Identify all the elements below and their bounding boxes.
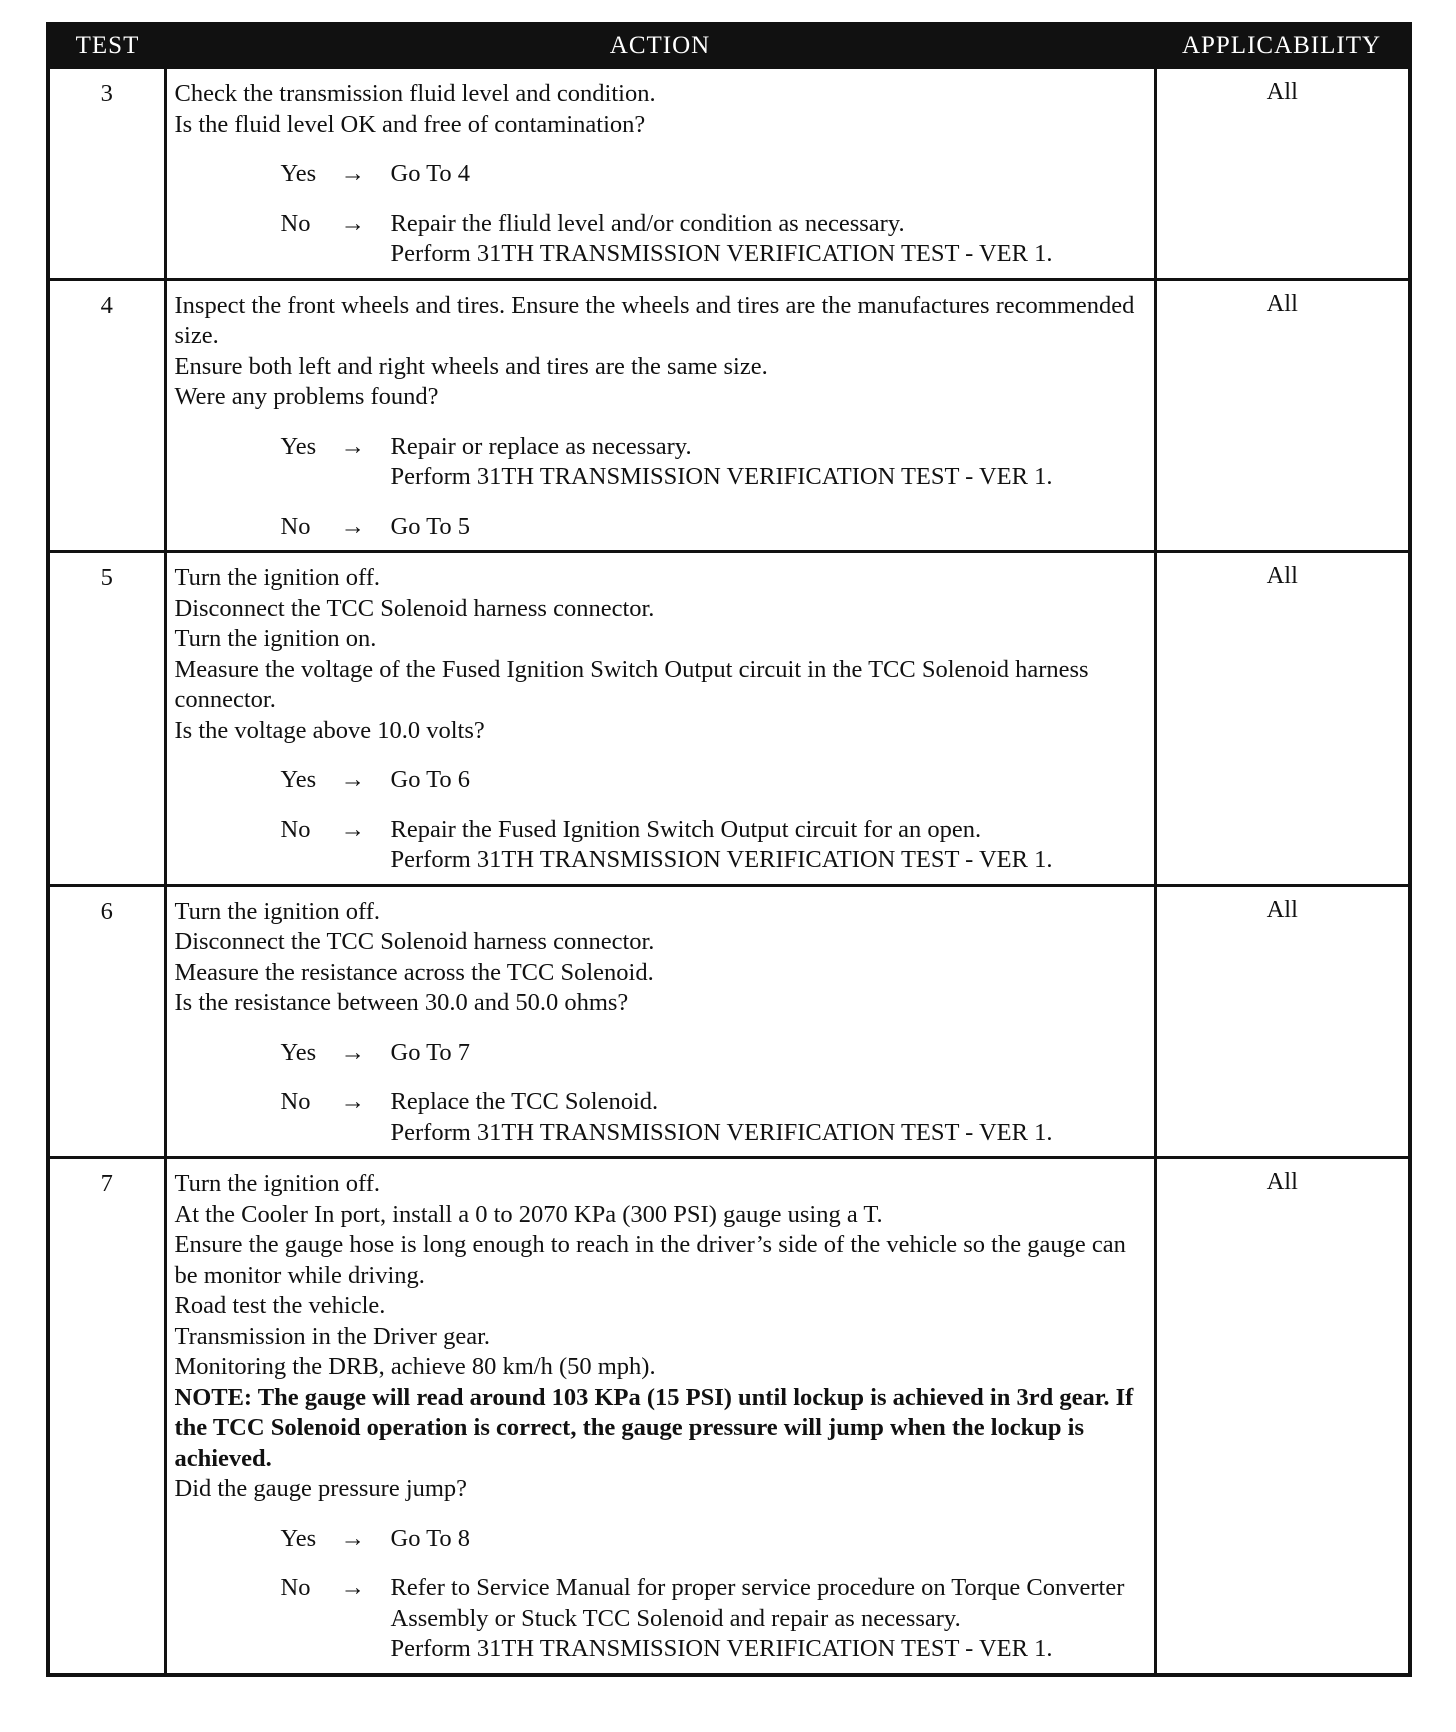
action-cell bbox=[165, 68, 1155, 280]
no-branch bbox=[175, 1087, 1150, 1148]
action-step: Turn the ignition off. bbox=[174, 564, 381, 591]
action-step: Turn the ignition off. bbox=[174, 1170, 381, 1197]
action-step: Turn the ignition on. bbox=[174, 625, 377, 652]
note-text: NOTE: The gauge will read around 103 KPa (15 PSI) until lockup is achieved in 3rd gear. If the TCC Solenoid operation is correct, the gauge pressure will jump when the lockup is achieved. bbox=[174, 1383, 1134, 1472]
arrow-right-icon: → bbox=[340, 1574, 365, 1601]
yes-result bbox=[391, 159, 1150, 190]
applicability-cell: All bbox=[1155, 552, 1410, 886]
no-label: No bbox=[280, 1574, 311, 1601]
arrow-right-icon: → bbox=[340, 160, 365, 187]
action-step: Is the resistance between 30.0 and 50.0 ohms? bbox=[174, 989, 629, 1016]
yes-result bbox=[391, 432, 1150, 493]
action-step: Check the transmission fluid level and condition. bbox=[174, 80, 656, 107]
header-applicability: APPLICABILITY bbox=[1155, 24, 1410, 68]
arrow-right-icon: → bbox=[340, 1088, 365, 1115]
action-step: At the Cooler In port, install a 0 to 2070 KPa (300 PSI) gauge using a T. bbox=[174, 1200, 883, 1228]
action-step: Disconnect the TCC Solenoid harness connector. bbox=[174, 928, 655, 955]
action-step: Did the gauge pressure jump? bbox=[174, 1475, 468, 1502]
result-line: Refer to Service Manual for proper service procedure on Torque Converter Assembly or Stuck TCC Solenoid and repair as necessary. bbox=[390, 1574, 1125, 1632]
result-line: Repair or replace as necessary. bbox=[390, 432, 692, 460]
action-step: Ensure the gauge hose is long enough to reach in the driver’s side of the vehicle so the gauge can be monitor while driving. bbox=[174, 1231, 1126, 1289]
table-row bbox=[48, 68, 1410, 280]
test-number: 5 bbox=[48, 552, 165, 886]
yes-branch bbox=[175, 432, 1150, 493]
table-header bbox=[48, 24, 1410, 68]
action-cell bbox=[165, 1158, 1155, 1675]
action-step: Turn the ignition off. bbox=[174, 897, 381, 925]
result-line: Perform 31TH TRANSMISSION VERIFICATION TEST - VER 1. bbox=[390, 240, 1053, 267]
yes-label: Yes bbox=[280, 1524, 317, 1552]
result-line: Repair the fliuld level and/or condition as necessary. bbox=[390, 209, 905, 237]
no-label: No bbox=[280, 1088, 311, 1115]
diagnostic-test-table bbox=[46, 22, 1412, 1677]
yes-branch bbox=[175, 1524, 1150, 1555]
action-cell bbox=[165, 552, 1155, 886]
applicability-cell: All bbox=[1155, 279, 1410, 552]
arrow-right-icon: → bbox=[340, 209, 365, 237]
arrow-right-icon: → bbox=[340, 432, 365, 460]
yes-result bbox=[391, 1524, 1150, 1555]
no-branch bbox=[175, 815, 1150, 876]
yes-branch bbox=[175, 765, 1150, 796]
result-line: Go To 6 bbox=[390, 766, 471, 793]
no-result bbox=[391, 815, 1150, 876]
arrow-right-icon: → bbox=[340, 1524, 365, 1552]
diagnostic-test-sheet bbox=[46, 22, 1408, 1677]
yes-result bbox=[391, 1038, 1150, 1069]
test-number: 7 bbox=[48, 1158, 165, 1675]
no-label: No bbox=[280, 512, 311, 540]
result-line: Go To 8 bbox=[390, 1524, 471, 1552]
action-step: Is the voltage above 10.0 volts? bbox=[174, 716, 485, 744]
no-result bbox=[391, 512, 1150, 543]
arrow-right-icon: → bbox=[340, 766, 365, 793]
yes-branch bbox=[175, 159, 1150, 190]
yes-label: Yes bbox=[280, 1038, 317, 1066]
header-test: TEST bbox=[48, 24, 165, 68]
action-step: Disconnect the TCC Solenoid harness connector. bbox=[174, 594, 655, 622]
action-step: Measure the resistance across the TCC Solenoid. bbox=[174, 958, 654, 986]
no-branch bbox=[175, 1573, 1150, 1665]
result-line: Perform 31TH TRANSMISSION VERIFICATION TEST - VER 1. bbox=[390, 1635, 1053, 1662]
action-step: Ensure both left and right wheels and tires are the same size. bbox=[174, 352, 768, 380]
action-step: Is the fluid level OK and free of contamination? bbox=[174, 110, 646, 138]
yes-label: Yes bbox=[280, 160, 317, 187]
header-action: ACTION bbox=[165, 24, 1155, 68]
arrow-right-icon: → bbox=[340, 815, 365, 843]
arrow-right-icon: → bbox=[340, 1038, 365, 1066]
result-line: Perform 31TH TRANSMISSION VERIFICATION TEST - VER 1. bbox=[390, 463, 1053, 490]
table-row bbox=[48, 1158, 1410, 1675]
action-step: Road test the vehicle. bbox=[174, 1292, 386, 1319]
arrow-right-icon: → bbox=[340, 512, 365, 540]
action-cell bbox=[165, 279, 1155, 552]
yes-result bbox=[391, 765, 1150, 796]
action-cell bbox=[165, 885, 1155, 1158]
no-label: No bbox=[280, 815, 311, 843]
table-row bbox=[48, 552, 1410, 886]
no-label: No bbox=[280, 209, 311, 237]
action-step: Measure the voltage of the Fused Ignition Switch Output circuit in the TCC Solenoid harness connector. bbox=[174, 655, 1089, 713]
test-number: 4 bbox=[48, 279, 165, 552]
no-result bbox=[391, 209, 1150, 270]
no-result bbox=[391, 1573, 1150, 1665]
yes-branch bbox=[175, 1038, 1150, 1069]
result-line: Replace the TCC Solenoid. bbox=[390, 1088, 659, 1115]
no-branch bbox=[175, 209, 1150, 270]
yes-label: Yes bbox=[280, 766, 317, 793]
yes-label: Yes bbox=[280, 432, 317, 460]
table-row bbox=[48, 885, 1410, 1158]
action-step: Inspect the front wheels and tires. Ensure the wheels and tires are the manufactures recommended size. bbox=[174, 291, 1135, 349]
no-result bbox=[391, 1087, 1150, 1148]
result-line: Perform 31TH TRANSMISSION VERIFICATION TEST - VER 1. bbox=[390, 846, 1053, 873]
action-step: Were any problems found? bbox=[174, 383, 439, 410]
applicability-cell: All bbox=[1155, 68, 1410, 280]
test-number: 6 bbox=[48, 885, 165, 1158]
no-branch bbox=[175, 512, 1150, 543]
action-step: Transmission in the Driver gear. bbox=[174, 1322, 491, 1350]
test-number: 3 bbox=[48, 68, 165, 280]
action-step: Monitoring the DRB, achieve 80 km/h (50 mph). bbox=[174, 1353, 656, 1380]
applicability-cell: All bbox=[1155, 885, 1410, 1158]
applicability-cell: All bbox=[1155, 1158, 1410, 1675]
result-line: Go To 4 bbox=[390, 160, 471, 187]
table-row bbox=[48, 279, 1410, 552]
table-body bbox=[48, 68, 1410, 1675]
result-line: Go To 5 bbox=[390, 512, 471, 540]
result-line: Perform 31TH TRANSMISSION VERIFICATION TEST - VER 1. bbox=[390, 1118, 1053, 1146]
result-line: Go To 7 bbox=[390, 1038, 471, 1066]
result-line: Repair the Fused Ignition Switch Output circuit for an open. bbox=[390, 815, 982, 843]
